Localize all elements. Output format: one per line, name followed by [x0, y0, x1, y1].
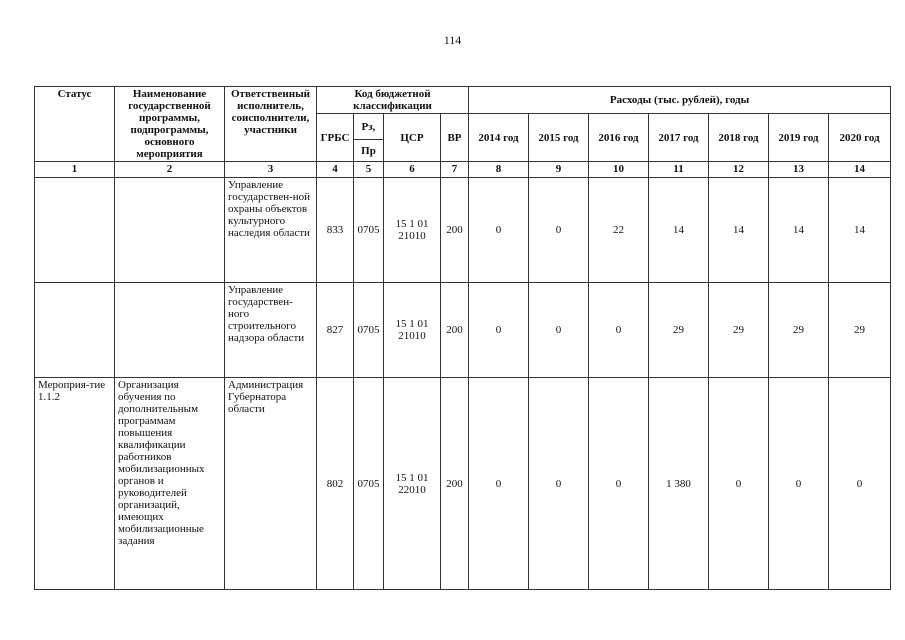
page-number: 114: [443, 33, 462, 47]
budget-table: [34, 86, 891, 590]
header-year: 2020 год: [829, 114, 891, 162]
row-value: 0: [589, 378, 649, 590]
row-value: 0: [589, 283, 649, 378]
header-year: 2014 год: [469, 114, 529, 162]
row-name: [115, 283, 225, 378]
row-status: Мероприя-тие 1.1.2: [35, 378, 115, 590]
column-number: 7: [441, 162, 469, 178]
row-grbs: 833: [317, 178, 354, 283]
column-number: 3: [225, 162, 317, 178]
row-vr: 200: [441, 283, 469, 378]
row-csr: 15 1 01 21010: [384, 283, 441, 378]
header-executor: Ответственный исполнитель, соисполнители, участники: [225, 87, 317, 162]
header-program-name: Наименование государственной программы, подпрограммы, основного мероприятия: [115, 87, 225, 162]
column-number: 13: [769, 162, 829, 178]
row-executor: Управление государствен-ного строительного надзора области: [225, 283, 317, 378]
header-rz: Рз,: [354, 114, 384, 140]
row-vr: 200: [441, 178, 469, 283]
row-csr: 15 1 01 21010: [384, 178, 441, 283]
column-number: 4: [317, 162, 354, 178]
row-value: 0: [529, 283, 589, 378]
row-value: 0: [769, 378, 829, 590]
row-value: 1 380: [649, 378, 709, 590]
row-value: 0: [469, 178, 529, 283]
row-value: 14: [829, 178, 891, 283]
row-value: 0: [829, 378, 891, 590]
row-csr: 15 1 01 22010: [384, 378, 441, 590]
header-csr: ЦСР: [384, 114, 441, 162]
column-number: 9: [529, 162, 589, 178]
column-number: 10: [589, 162, 649, 178]
row-grbs: 802: [317, 378, 354, 590]
header-status: Статус: [35, 87, 115, 162]
row-rzpr: 0705: [354, 178, 384, 283]
column-number: 11: [649, 162, 709, 178]
row-name: Организация обучения по дополнительным программам повышения квалификации работников мобилизационных органов и руководителей организаций, имеющих мобилизационные задания: [115, 378, 225, 590]
row-rzpr: 0705: [354, 283, 384, 378]
row-status: [35, 178, 115, 283]
header-grbs: ГРБС: [317, 114, 354, 162]
column-number: 14: [829, 162, 891, 178]
table-row: [35, 178, 891, 283]
row-value: 22: [589, 178, 649, 283]
table-row: [35, 378, 891, 590]
row-executor: Управление государствен-ной охраны объектов культурного наследия области: [225, 178, 317, 283]
row-value: 29: [769, 283, 829, 378]
header-year: 2017 год: [649, 114, 709, 162]
column-number: 6: [384, 162, 441, 178]
header-expenses: Расходы (тыс. рублей), годы: [469, 87, 891, 114]
header-vr: ВР: [441, 114, 469, 162]
header-year: 2016 год: [589, 114, 649, 162]
header-row-1: [35, 87, 891, 114]
header-budget-code: Код бюджетной классификации: [317, 87, 469, 114]
header-year: 2015 год: [529, 114, 589, 162]
column-number: 12: [709, 162, 769, 178]
row-value: 14: [769, 178, 829, 283]
row-status: [35, 283, 115, 378]
column-number: 2: [115, 162, 225, 178]
table-row: [35, 283, 891, 378]
row-value: 14: [709, 178, 769, 283]
row-value: 0: [529, 178, 589, 283]
header-year: 2018 год: [709, 114, 769, 162]
row-name: [115, 178, 225, 283]
row-executor: Администрация Губернатора области: [225, 378, 317, 590]
row-value: 0: [469, 283, 529, 378]
row-value: 0: [529, 378, 589, 590]
column-number-row: [35, 162, 891, 178]
row-rzpr: 0705: [354, 378, 384, 590]
row-value: 0: [469, 378, 529, 590]
row-value: 14: [649, 178, 709, 283]
row-value: 29: [829, 283, 891, 378]
column-number: 8: [469, 162, 529, 178]
column-number: 5: [354, 162, 384, 178]
header-year: 2019 год: [769, 114, 829, 162]
row-grbs: 827: [317, 283, 354, 378]
row-value: 0: [709, 378, 769, 590]
column-number: 1: [35, 162, 115, 178]
header-pr: Пр: [354, 140, 384, 162]
row-value: 29: [709, 283, 769, 378]
row-value: 29: [649, 283, 709, 378]
row-vr: 200: [441, 378, 469, 590]
